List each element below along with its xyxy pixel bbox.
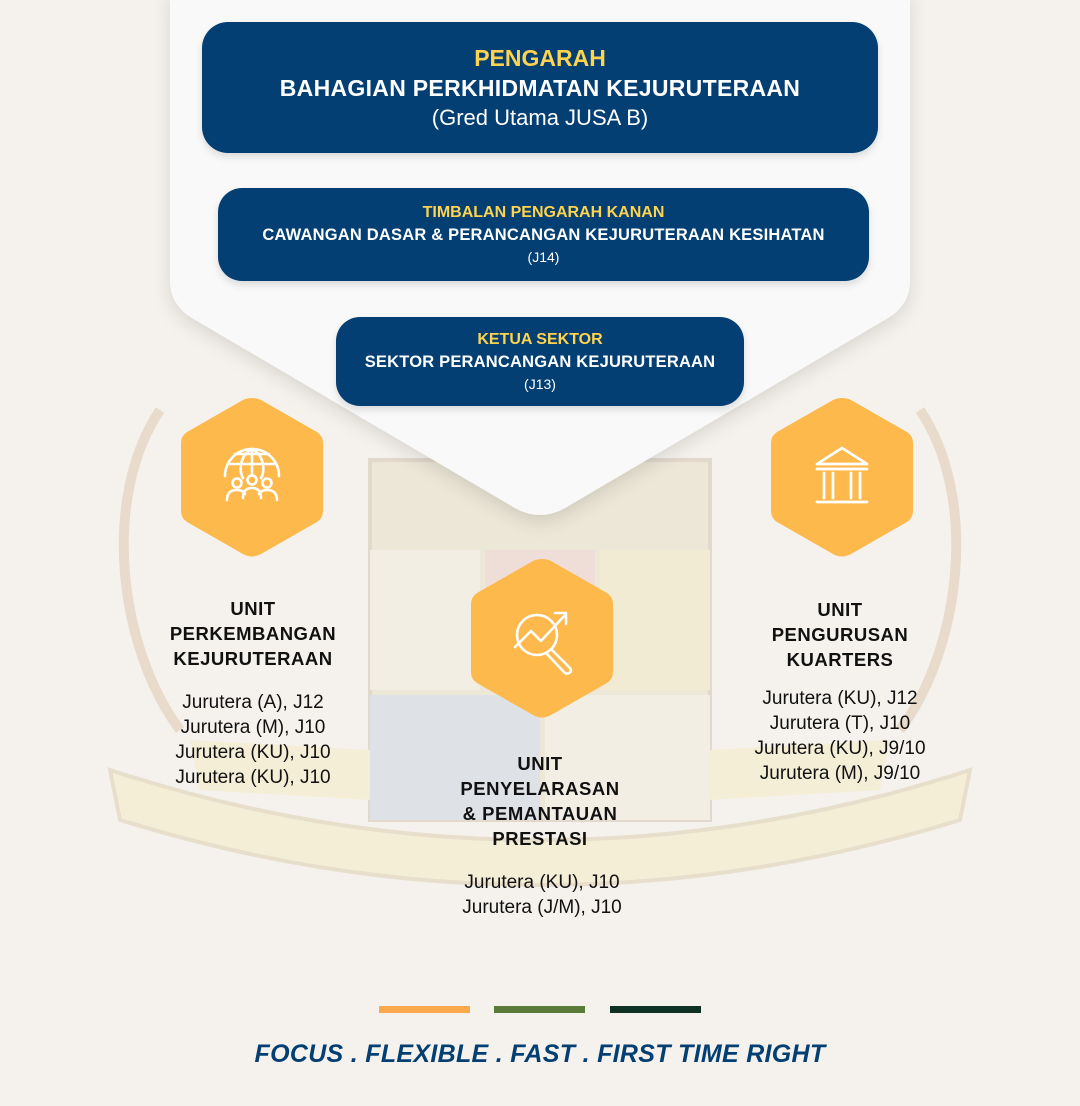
staff-item: Jurutera (A), J12 — [182, 692, 324, 713]
deputy-grade: (J14) — [527, 248, 560, 265]
divider-bar-orange — [379, 1006, 470, 1013]
staff-item: Jurutera (J/M), J10 — [462, 897, 622, 918]
director-division: BAHAGIAN PERKHIDMATAN KEJURUTERAAN — [279, 74, 801, 101]
staff-item: Jurutera (KU), J9/10 — [754, 738, 926, 759]
deputy-title: TIMBALAN PENGARAH KANAN — [422, 203, 665, 221]
director-box — [202, 22, 878, 153]
building-columns-icon — [767, 394, 917, 560]
director-title: PENGARAH — [474, 44, 606, 71]
sector-grade: (J13) — [524, 375, 556, 392]
unit-title-pengurusan: UNIT PENGURUSAN KUARTERS — [771, 599, 909, 670]
divider-bar-dark — [610, 1006, 701, 1013]
staff-item: Jurutera (KU), J12 — [762, 688, 918, 709]
sector-head-title: KETUA SEKTOR — [477, 330, 603, 348]
sector-name: SEKTOR PERANCANGAN KEJURUTERAAN — [364, 352, 716, 371]
magnifier-chart-icon — [467, 555, 617, 721]
globe-people-icon — [177, 394, 327, 560]
unit-staff-list-perkembangan — [123, 690, 383, 790]
sector-head-box — [336, 317, 744, 406]
staff-item: Jurutera (M), J10 — [180, 717, 326, 738]
unit-staff-list-penyelarasan — [412, 870, 672, 920]
staff-item: Jurutera (M), J9/10 — [759, 763, 921, 784]
unit-title-penyelarasan: UNIT PENYELARASAN & PEMANTAUAN PRESTASI — [460, 753, 620, 849]
staff-item: Jurutera (T), J10 — [769, 713, 911, 734]
tagline: FOCUS . FLEXIBLE . FAST . FIRST TIME RIGHT — [254, 1040, 826, 1068]
deputy-branch: CAWANGAN DASAR & PERANCANGAN KEJURUTERAAN KESIHATAN — [262, 225, 825, 244]
staff-item: Jurutera (KU), J10 — [175, 742, 331, 763]
unit-staff-list-pengurusan — [710, 686, 970, 786]
unit-title-perkembangan: UNIT PERKEMBANGAN KEJURUTERAAN — [169, 598, 337, 669]
staff-item: Jurutera (KU), J10 — [175, 767, 331, 788]
staff-item: Jurutera (KU), J10 — [464, 872, 620, 893]
divider-bar-green — [494, 1006, 585, 1013]
deputy-director-box — [218, 188, 869, 281]
director-grade: (Gred Utama JUSA B) — [431, 104, 649, 130]
